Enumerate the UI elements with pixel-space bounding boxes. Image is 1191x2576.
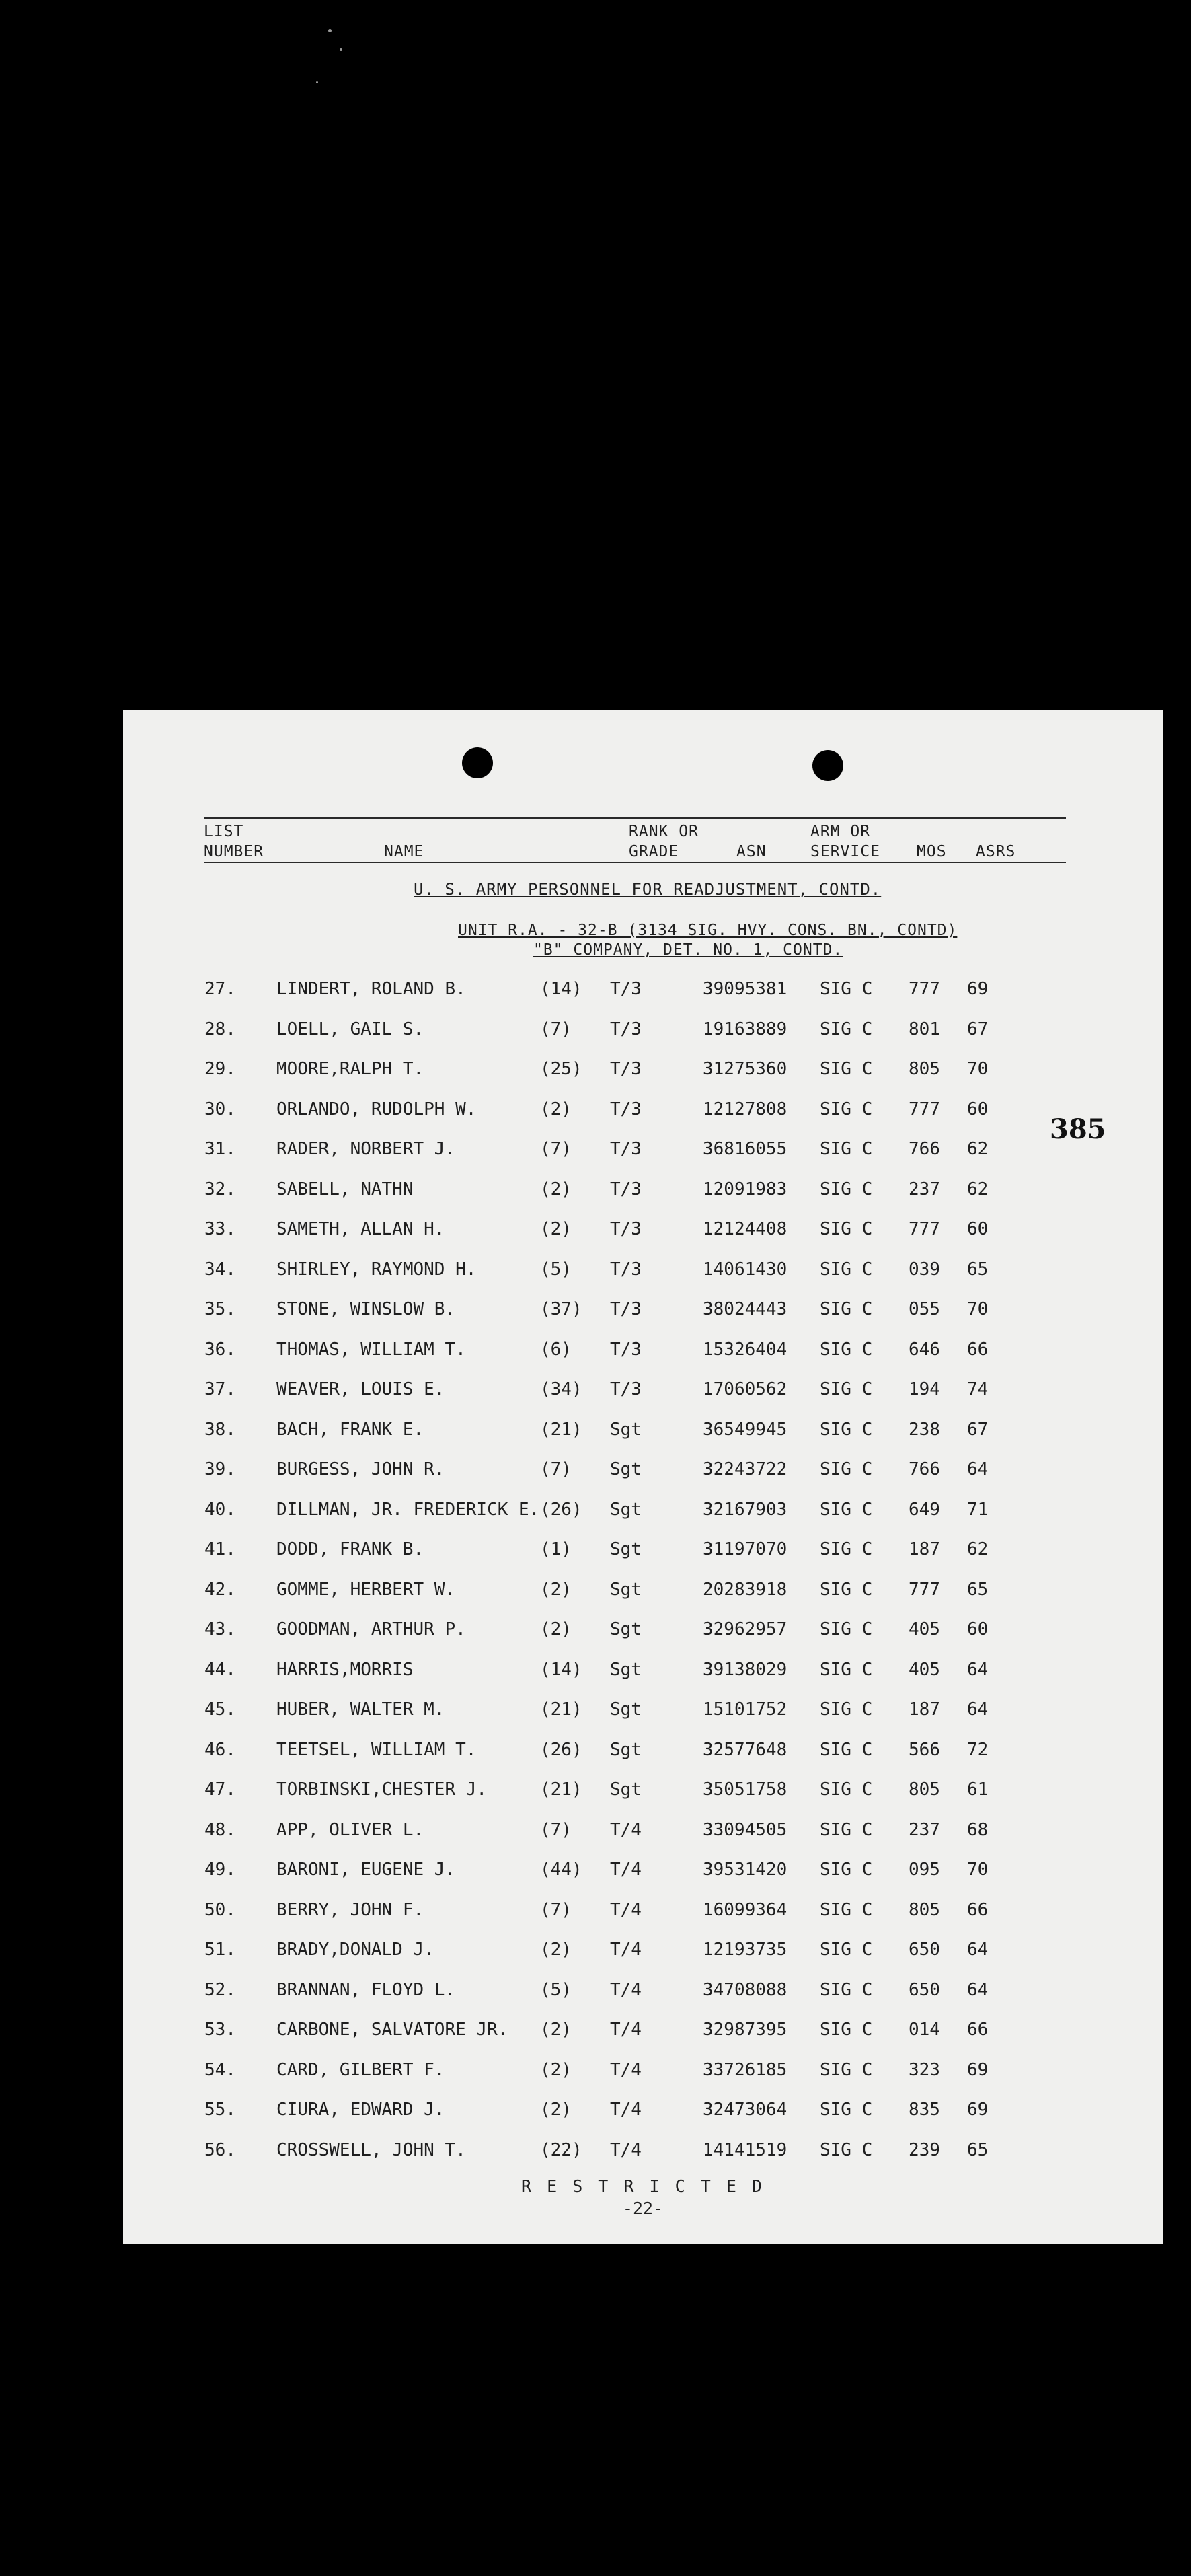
cell-code: (34) [540, 1379, 582, 1399]
cell-asn: 20283918 [703, 1579, 787, 1600]
cell-code: (2) [540, 1940, 572, 1960]
cell-arm-or-service: SIG C [820, 1979, 873, 2000]
cell-code: (2) [540, 2059, 572, 2080]
cell-name: BARONI, EUGENE J. [276, 1860, 456, 1880]
cell-code: (2) [540, 1179, 572, 1200]
cell-mos: 405 [909, 1659, 940, 1680]
cell-list-number: 31. [204, 1139, 236, 1159]
cell-rank: Sgt [610, 1779, 642, 1800]
cell-list-number: 34. [204, 1259, 236, 1280]
table-row [123, 1456, 1163, 1483]
table-row [123, 1296, 1163, 1323]
cell-name: CIURA, EDWARD J. [276, 2100, 445, 2120]
cell-rank: Sgt [610, 1539, 642, 1559]
cell-asrs: 66 [967, 2020, 989, 2040]
cell-asn: 39138029 [703, 1659, 787, 1680]
header-asrs: ASRS [976, 843, 1016, 860]
cell-code: (26) [540, 1499, 582, 1520]
cell-arm-or-service: SIG C [820, 1299, 873, 1319]
cell-asn: 36816055 [703, 1139, 787, 1159]
cell-name: SHIRLEY, RAYMOND H. [276, 1259, 477, 1280]
cell-mos: 239 [909, 2139, 940, 2160]
cell-asn: 32473064 [703, 2100, 787, 2120]
cell-name: SABELL, NATHN [276, 1179, 414, 1200]
cell-list-number: 49. [204, 1860, 236, 1880]
cell-name: SAMETH, ALLAN H. [276, 1219, 445, 1239]
cell-asn: 31275360 [703, 1059, 787, 1079]
cell-asn: 14061430 [703, 1259, 787, 1280]
cell-arm-or-service: SIG C [820, 1459, 873, 1479]
cell-list-number: 48. [204, 1819, 236, 1840]
cell-name: BRANNAN, FLOYD L. [276, 1979, 456, 2000]
cell-asn: 31197070 [703, 1539, 787, 1559]
cell-asrs: 69 [967, 2059, 989, 2080]
cell-code: (21) [540, 1419, 582, 1440]
cell-asrs: 74 [967, 1379, 989, 1399]
cell-code: (22) [540, 2139, 582, 2160]
cell-list-number: 35. [204, 1299, 236, 1319]
cell-arm-or-service: SIG C [820, 1739, 873, 1760]
cell-code: (14) [540, 1659, 582, 1680]
cell-name: HUBER, WALTER M. [276, 1699, 445, 1720]
cell-asrs: 72 [967, 1739, 989, 1760]
cell-name: LINDERT, ROLAND B. [276, 979, 466, 999]
cell-arm-or-service: SIG C [820, 1940, 873, 1960]
cell-code: (2) [540, 1219, 572, 1239]
unit-line-2: "B" COMPANY, DET. NO. 1, CONTD. [533, 941, 843, 959]
cell-list-number: 47. [204, 1779, 236, 1800]
cell-rank: T/3 [610, 979, 642, 999]
header-name: NAME [384, 843, 424, 860]
cell-arm-or-service: SIG C [820, 1099, 873, 1119]
cell-rank: T/4 [610, 1979, 642, 2000]
cell-mos: 194 [909, 1379, 940, 1399]
scan-speck [316, 81, 318, 83]
cell-arm-or-service: SIG C [820, 1379, 873, 1399]
cell-rank: Sgt [610, 1579, 642, 1600]
cell-code: (7) [540, 1459, 572, 1479]
cell-asrs: 64 [967, 1940, 989, 1960]
cell-mos: 777 [909, 1099, 940, 1119]
cell-asn: 34708088 [703, 1979, 787, 2000]
cell-mos: 766 [909, 1139, 940, 1159]
cell-asrs: 67 [967, 1419, 989, 1440]
cell-mos: 650 [909, 1940, 940, 1960]
cell-asn: 12127808 [703, 1099, 787, 1119]
cell-rank: Sgt [610, 1659, 642, 1680]
cell-asn: 39531420 [703, 1860, 787, 1880]
header-list-number: LIST NUMBER [204, 823, 264, 860]
cell-code: (2) [540, 1579, 572, 1600]
cell-asrs: 69 [967, 2100, 989, 2120]
cell-mos: 238 [909, 1419, 940, 1440]
cell-arm-or-service: SIG C [820, 1659, 873, 1680]
table-row [123, 1176, 1163, 1203]
cell-asn: 14141519 [703, 2139, 787, 2160]
cell-arm-or-service: SIG C [820, 1779, 873, 1800]
cell-rank: T/3 [610, 1339, 642, 1360]
cell-arm-or-service: SIG C [820, 1899, 873, 1920]
cell-mos: 237 [909, 1819, 940, 1840]
cell-code: (5) [540, 1259, 572, 1280]
table-row [123, 2057, 1163, 2084]
cell-arm-or-service: SIG C [820, 1059, 873, 1079]
cell-asn: 36549945 [703, 1419, 787, 1440]
cell-asrs: 68 [967, 1819, 989, 1840]
cell-list-number: 51. [204, 1940, 236, 1960]
cell-arm-or-service: SIG C [820, 1499, 873, 1520]
cell-list-number: 54. [204, 2059, 236, 2080]
cell-list-number: 36. [204, 1339, 236, 1360]
cell-rank: T/3 [610, 1219, 642, 1239]
cell-list-number: 55. [204, 2100, 236, 2120]
header-mos: MOS [917, 843, 947, 860]
cell-name: WEAVER, LOUIS E. [276, 1379, 445, 1399]
cell-asrs: 64 [967, 1979, 989, 2000]
cell-asrs: 64 [967, 1699, 989, 1720]
cell-name: MOORE,RALPH T. [276, 1059, 424, 1079]
cell-name: ORLANDO, RUDOLPH W. [276, 1099, 477, 1119]
cell-code: (7) [540, 1819, 572, 1840]
cell-name: CARD, GILBERT F. [276, 2059, 445, 2080]
cell-asrs: 65 [967, 1579, 989, 1600]
cell-asrs: 69 [967, 979, 989, 999]
cell-arm-or-service: SIG C [820, 2139, 873, 2160]
cell-rank: T/3 [610, 1379, 642, 1399]
cell-list-number: 40. [204, 1499, 236, 1520]
cell-list-number: 45. [204, 1699, 236, 1720]
scan-speck [328, 29, 332, 32]
cell-list-number: 32. [204, 1179, 236, 1200]
table-row [123, 1096, 1163, 1123]
cell-code: (5) [540, 1979, 572, 2000]
cell-asn: 12091983 [703, 1179, 787, 1200]
cell-rank: T/4 [610, 1860, 642, 1880]
table-row [123, 1056, 1163, 1082]
cell-mos: 650 [909, 1979, 940, 2000]
cell-rank: Sgt [610, 1459, 642, 1479]
cell-asrs: 71 [967, 1499, 989, 1520]
cell-name: LOELL, GAIL S. [276, 1019, 424, 1039]
cell-asrs: 62 [967, 1539, 989, 1559]
cell-code: (2) [540, 1099, 572, 1119]
table-row [123, 2096, 1163, 2123]
cell-rank: T/3 [610, 1259, 642, 1280]
cell-arm-or-service: SIG C [820, 1619, 873, 1640]
cell-asrs: 62 [967, 1179, 989, 1200]
cell-name: CARBONE, SALVATORE JR. [276, 2020, 508, 2040]
cell-list-number: 33. [204, 1219, 236, 1239]
cell-code: (7) [540, 1899, 572, 1920]
cell-rank: Sgt [610, 1699, 642, 1720]
cell-asrs: 67 [967, 1019, 989, 1039]
table-row [123, 1776, 1163, 1803]
cell-code: (37) [540, 1299, 582, 1319]
cell-arm-or-service: SIG C [820, 1219, 873, 1239]
cell-name: BERRY, JOHN F. [276, 1899, 424, 1920]
cell-name: RADER, NORBERT J. [276, 1139, 456, 1159]
cell-mos: 805 [909, 1059, 940, 1079]
cell-rank: T/4 [610, 2059, 642, 2080]
cell-asn: 33726185 [703, 2059, 787, 2080]
punch-hole-left [462, 747, 493, 778]
table-row [123, 1576, 1163, 1603]
table-row [123, 1016, 1163, 1043]
cell-name: DILLMAN, JR. FREDERICK E. [276, 1499, 540, 1520]
cell-rank: T/4 [610, 2020, 642, 2040]
document-page [123, 710, 1163, 2244]
table-row [123, 1736, 1163, 1763]
cell-list-number: 43. [204, 1619, 236, 1640]
cell-rank: Sgt [610, 1499, 642, 1520]
cell-asrs: 65 [967, 1259, 989, 1280]
cell-list-number: 50. [204, 1899, 236, 1920]
cell-mos: 055 [909, 1299, 940, 1319]
cell-name: HARRIS,MORRIS [276, 1659, 414, 1680]
cell-asn: 32577648 [703, 1739, 787, 1760]
cell-rank: T/3 [610, 1299, 642, 1319]
restricted-label: R E S T R I C T E D [521, 2176, 765, 2196]
cell-mos: 014 [909, 2020, 940, 2040]
cell-arm-or-service: SIG C [820, 2059, 873, 2080]
cell-mos: 646 [909, 1339, 940, 1360]
header-arm-or-service: ARM OR SERVICE [810, 823, 880, 860]
cell-mos: 805 [909, 1899, 940, 1920]
table-row [123, 1656, 1163, 1683]
cell-asrs: 70 [967, 1059, 989, 1079]
cell-mos: 805 [909, 1779, 940, 1800]
cell-rank: T/3 [610, 1019, 642, 1039]
cell-code: (26) [540, 1739, 582, 1760]
cell-asn: 32962957 [703, 1619, 787, 1640]
cell-asrs: 65 [967, 2139, 989, 2160]
cell-name: TORBINSKI,CHESTER J. [276, 1779, 488, 1800]
table-row [123, 1496, 1163, 1523]
cell-mos: 777 [909, 979, 940, 999]
punch-hole-right [812, 750, 843, 781]
cell-asrs: 60 [967, 1619, 989, 1640]
cell-rank: T/3 [610, 1059, 642, 1079]
cell-list-number: 53. [204, 2020, 236, 2040]
cell-arm-or-service: SIG C [820, 979, 873, 999]
header-bottom-rule [204, 862, 1066, 863]
cell-list-number: 52. [204, 1979, 236, 2000]
table-row [123, 1856, 1163, 1883]
cell-mos: 187 [909, 1539, 940, 1559]
cell-asrs: 66 [967, 1339, 989, 1360]
cell-list-number: 56. [204, 2139, 236, 2160]
page-number: -22- [622, 2199, 664, 2218]
cell-arm-or-service: SIG C [820, 1419, 873, 1440]
cell-asn: 15101752 [703, 1699, 787, 1720]
cell-mos: 649 [909, 1499, 940, 1520]
table-row [123, 1256, 1163, 1283]
cell-asn: 32167903 [703, 1499, 787, 1520]
cell-rank: Sgt [610, 1419, 642, 1440]
table-row [123, 976, 1163, 1002]
cell-mos: 039 [909, 1259, 940, 1280]
cell-asrs: 62 [967, 1139, 989, 1159]
cell-asrs: 64 [967, 1459, 989, 1479]
cell-name: DODD, FRANK B. [276, 1539, 424, 1559]
cell-name: THOMAS, WILLIAM T. [276, 1339, 466, 1360]
table-row [123, 1136, 1163, 1163]
cell-name: CROSSWELL, JOHN T. [276, 2139, 466, 2160]
cell-name: APP, OLIVER L. [276, 1819, 424, 1840]
cell-rank: T/4 [610, 1819, 642, 1840]
cell-arm-or-service: SIG C [820, 1819, 873, 1840]
cell-asn: 35051758 [703, 1779, 787, 1800]
cell-asn: 19163889 [703, 1019, 787, 1039]
table-row [123, 1816, 1163, 1843]
cell-asrs: 64 [967, 1659, 989, 1680]
table-row [123, 1897, 1163, 1923]
cell-asrs: 60 [967, 1219, 989, 1239]
cell-rank: T/4 [610, 2139, 642, 2160]
cell-rank: T/3 [610, 1179, 642, 1200]
cell-asrs: 60 [967, 1099, 989, 1119]
cell-rank: Sgt [610, 1739, 642, 1760]
cell-asn: 32243722 [703, 1459, 787, 1479]
table-row [123, 1376, 1163, 1403]
table-row [123, 2016, 1163, 2043]
cell-name: BRADY,DONALD J. [276, 1940, 434, 1960]
cell-name: STONE, WINSLOW B. [276, 1299, 456, 1319]
cell-code: (2) [540, 1619, 572, 1640]
cell-mos: 777 [909, 1219, 940, 1239]
cell-arm-or-service: SIG C [820, 1579, 873, 1600]
cell-rank: T/3 [610, 1099, 642, 1119]
cell-mos: 323 [909, 2059, 940, 2080]
cell-mos: 405 [909, 1619, 940, 1640]
cell-code: (44) [540, 1860, 582, 1880]
cell-code: (2) [540, 2020, 572, 2040]
table-row [123, 1536, 1163, 1563]
header-rank-or-grade: RANK OR GRADE [629, 823, 699, 860]
cell-asn: 32987395 [703, 2020, 787, 2040]
cell-code: (21) [540, 1699, 582, 1720]
cell-rank: T/4 [610, 2100, 642, 2120]
table-row [123, 1616, 1163, 1643]
page-stamp-number: 385 [1050, 1113, 1106, 1145]
unit-line-1: UNIT R.A. - 32-B (3134 SIG. HVY. CONS. BN., CONTD) [458, 922, 958, 939]
table-row [123, 1696, 1163, 1723]
cell-arm-or-service: SIG C [820, 1019, 873, 1039]
cell-arm-or-service: SIG C [820, 1699, 873, 1720]
cell-list-number: 39. [204, 1459, 236, 1479]
cell-list-number: 28. [204, 1019, 236, 1039]
cell-rank: Sgt [610, 1619, 642, 1640]
cell-asn: 16099364 [703, 1899, 787, 1920]
cell-arm-or-service: SIG C [820, 1179, 873, 1200]
cell-code: (21) [540, 1779, 582, 1800]
cell-asn: 17060562 [703, 1379, 787, 1399]
cell-code: (14) [540, 979, 582, 999]
table-row [123, 2137, 1163, 2164]
table-row [123, 1977, 1163, 2003]
cell-list-number: 46. [204, 1739, 236, 1760]
cell-list-number: 29. [204, 1059, 236, 1079]
cell-name: GOMME, HERBERT W. [276, 1579, 456, 1600]
cell-rank: T/3 [610, 1139, 642, 1159]
header-top-rule [204, 817, 1066, 819]
cell-list-number: 30. [204, 1099, 236, 1119]
cell-asn: 39095381 [703, 979, 787, 999]
cell-asrs: 66 [967, 1899, 989, 1920]
cell-code: (6) [540, 1339, 572, 1360]
cell-name: TEETSEL, WILLIAM T. [276, 1739, 477, 1760]
cell-list-number: 27. [204, 979, 236, 999]
header-asn: ASN [736, 843, 767, 860]
cell-code: (7) [540, 1019, 572, 1039]
cell-asn: 12124408 [703, 1219, 787, 1239]
document-title: U. S. ARMY PERSONNEL FOR READJUSTMENT, CONTD. [414, 880, 882, 899]
table-row [123, 1936, 1163, 1963]
table-row [123, 1336, 1163, 1363]
cell-arm-or-service: SIG C [820, 1259, 873, 1280]
cell-arm-or-service: SIG C [820, 1539, 873, 1559]
cell-name: GOODMAN, ARTHUR P. [276, 1619, 466, 1640]
cell-name: BACH, FRANK E. [276, 1419, 424, 1440]
cell-list-number: 41. [204, 1539, 236, 1559]
cell-arm-or-service: SIG C [820, 1860, 873, 1880]
cell-arm-or-service: SIG C [820, 2020, 873, 2040]
cell-mos: 777 [909, 1579, 940, 1600]
cell-mos: 187 [909, 1699, 940, 1720]
cell-list-number: 37. [204, 1379, 236, 1399]
cell-asn: 12193735 [703, 1940, 787, 1960]
cell-mos: 566 [909, 1739, 940, 1760]
cell-mos: 766 [909, 1459, 940, 1479]
cell-asn: 33094505 [703, 1819, 787, 1840]
cell-arm-or-service: SIG C [820, 2100, 873, 2120]
cell-code: (1) [540, 1539, 572, 1559]
cell-asn: 38024443 [703, 1299, 787, 1319]
cell-rank: T/4 [610, 1899, 642, 1920]
table-row [123, 1216, 1163, 1243]
cell-arm-or-service: SIG C [820, 1339, 873, 1360]
cell-asrs: 70 [967, 1299, 989, 1319]
cell-code: (2) [540, 2100, 572, 2120]
cell-asrs: 61 [967, 1779, 989, 1800]
cell-mos: 801 [909, 1019, 940, 1039]
cell-list-number: 44. [204, 1659, 236, 1680]
cell-code: (25) [540, 1059, 582, 1079]
table-row [123, 1416, 1163, 1443]
cell-code: (7) [540, 1139, 572, 1159]
cell-mos: 095 [909, 1860, 940, 1880]
cell-name: BURGESS, JOHN R. [276, 1459, 445, 1479]
cell-arm-or-service: SIG C [820, 1139, 873, 1159]
scan-speck [340, 48, 342, 51]
cell-list-number: 42. [204, 1579, 236, 1600]
cell-asrs: 70 [967, 1860, 989, 1880]
cell-mos: 237 [909, 1179, 940, 1200]
cell-asn: 15326404 [703, 1339, 787, 1360]
cell-mos: 835 [909, 2100, 940, 2120]
cell-rank: T/4 [610, 1940, 642, 1960]
cell-list-number: 38. [204, 1419, 236, 1440]
